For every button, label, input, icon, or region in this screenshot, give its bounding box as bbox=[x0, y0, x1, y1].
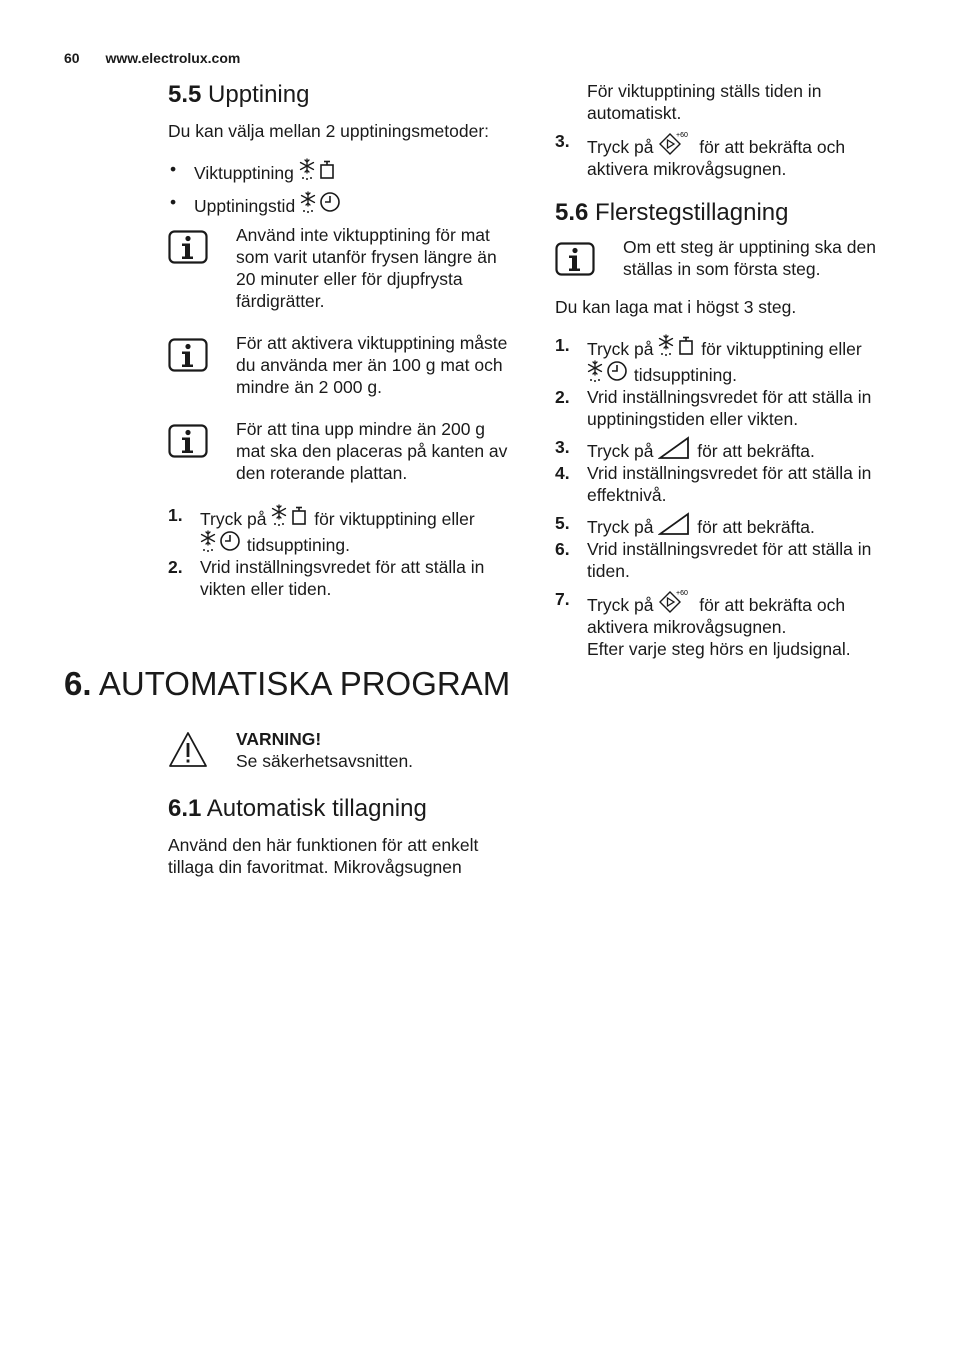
list-item: 2. Vrid inställningsvredet för att ställa in vikten eller tiden. bbox=[168, 557, 485, 599]
warning-title: VARNING! bbox=[236, 729, 322, 749]
snowflake-icon bbox=[299, 158, 337, 182]
list-item: 7. Tryck på +60 för att bekräfta och aktivera mikrovågsugnen. Efter varje steg hörs en ljudsignal. bbox=[555, 589, 851, 659]
list-item: 1. Tryck på för viktupptining eller tidsupptining. bbox=[168, 505, 475, 555]
svg-text:+60: +60 bbox=[676, 132, 689, 139]
list-item: 5. Tryck på för att bekräfta. bbox=[555, 513, 815, 537]
list-item: • Viktupptining bbox=[168, 158, 518, 184]
section-5-5-heading: 5.5 Upptining bbox=[168, 81, 310, 108]
clock-icon bbox=[300, 191, 342, 215]
chapter-6-heading: 6. AUTOMATISKA PROGRAM bbox=[64, 665, 511, 702]
info-note: För att aktivera viktupptining måste du använda mer än 100 g mat och mindre än 2 000 g. bbox=[168, 332, 518, 398]
info-note: Om ett steg är upptining ska den ställas in som första steg. bbox=[555, 236, 895, 280]
confirm-triangle-icon bbox=[658, 436, 692, 460]
svg-text:+60: +60 bbox=[676, 590, 689, 597]
clock-icon bbox=[587, 360, 629, 384]
continued-text: För viktupptining ställs tiden in automatiskt. bbox=[587, 81, 822, 123]
section-5-6-intro: Du kan laga mat i högst 3 steg. bbox=[555, 297, 797, 317]
info-icon bbox=[168, 338, 208, 372]
step-list bbox=[555, 334, 895, 660]
right-column bbox=[555, 80, 895, 660]
snowflake-icon bbox=[658, 334, 696, 358]
section-6-1-text: Använd den här funktionen för att enkelt tillaga din favoritmat. Mikrovågsugnen bbox=[168, 835, 479, 877]
warning-block bbox=[168, 728, 518, 878]
step-list bbox=[168, 504, 518, 600]
list-item: 1. Tryck på för viktupptining eller tidsupptining. bbox=[555, 335, 862, 385]
section-6-1-heading: 6.1 Automatisk tillagning bbox=[168, 795, 427, 822]
start-plus60-icon bbox=[658, 588, 694, 614]
info-icon bbox=[555, 242, 595, 276]
section-5-5-intro: Du kan välja mellan 2 upptiningsmetoder: bbox=[168, 121, 490, 141]
warning-icon bbox=[168, 731, 208, 769]
left-column bbox=[168, 80, 518, 600]
snowflake-icon bbox=[271, 504, 309, 528]
site-url[interactable]: www.electrolux.com bbox=[105, 50, 241, 66]
list-item: 3. Tryck på för att bekräfta. bbox=[555, 437, 815, 461]
list-item: • Upptiningstid bbox=[168, 191, 518, 217]
list-item: 2. Vrid inställningsvredet för att ställa in upptiningstiden eller vikten. bbox=[555, 387, 872, 429]
info-icon bbox=[168, 424, 208, 458]
page-number: 60 bbox=[64, 50, 80, 66]
clock-icon bbox=[200, 530, 242, 554]
list-item: 3. Tryck på +60 för att bekräfta och aktivera mikrovågsugnen. bbox=[555, 131, 846, 179]
info-note: För att tina upp mindre än 200 g mat ska den placeras på kanten av den roterande plattan. bbox=[168, 418, 518, 484]
warning-text: Se säkerhetsavsnitten. bbox=[236, 751, 414, 771]
start-plus60-icon bbox=[658, 130, 694, 156]
info-note: Använd inte viktupptining för mat som varit utanför frysen längre än 20 minuter eller för djupfrysta färdigrätter. bbox=[168, 224, 518, 312]
method-list bbox=[168, 158, 518, 217]
section-5-6-heading: 5.6 Flerstegstillagning bbox=[555, 199, 789, 226]
list-item: 4. Vrid inställningsvredet för att ställa in effektnivå. bbox=[555, 463, 872, 505]
step-list bbox=[555, 130, 895, 180]
confirm-triangle-icon bbox=[658, 512, 692, 536]
page-header bbox=[64, 50, 240, 66]
info-icon bbox=[168, 230, 208, 264]
list-item: 6. Vrid inställningsvredet för att ställa in tiden. bbox=[555, 539, 872, 581]
